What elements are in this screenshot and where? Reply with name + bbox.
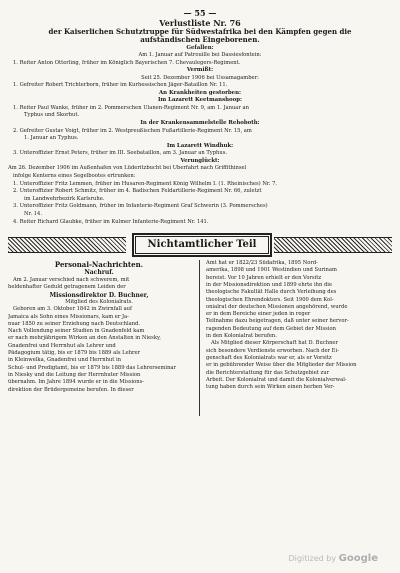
vermisst-entry: 1. Gefreiter Robert Trichterborn, früher im Kurhessischen Jäger-Bataillon Nr. 11.: [13, 82, 228, 89]
verungluckt-text: Am 26. Dezember 1906 im Außenhafen von Lüderitzbucht bei Überfahrt nach Griffithinsel: [8, 165, 247, 172]
text-line: heldenhafter Geduld getragenem Leiden der: [8, 284, 126, 291]
entry-voigt-cont: 1. Januar an Typhus.: [24, 135, 79, 142]
entry-schmitz: 2. Unteroffizier Robert Schmitz, früher im 4. Badischen Feldartillerie-Regiment Nr. 66, zuletzt: [13, 188, 262, 195]
right-column: [206, 260, 388, 391]
section-gefallen: Gefallen:: [186, 44, 214, 51]
lazarett-keetmanshoop: Im Lazarett Keetmanshoop:: [157, 97, 242, 104]
entry-schmitz-cont: im Landwehrbezirk Karlsruhe.: [24, 195, 105, 202]
page-number: — 55 —: [183, 8, 217, 18]
banner-ornament-right: [274, 237, 392, 253]
text-line: er nach mehrjährigem Wirken an den Anstalten in Niesky,: [8, 335, 161, 342]
list-title: Verlustliste Nr. 76: [159, 18, 241, 28]
two-column-body: [8, 260, 392, 560]
entry-goldmann-cont: Nr. 14.: [24, 210, 42, 217]
text-line: die Berichterstattung für das Schutzgebiet zur: [206, 369, 330, 376]
text-line: Gnadenfrei und Herrnhut als Lehrer und: [8, 342, 116, 349]
entry-glaubke: 4. Reiter Richard Glaubke, früher im Kulmer Infanterie-Regiment Nr. 141.: [13, 218, 209, 225]
text-line: tung haben durch sein Wirken einen herben Ver-: [206, 384, 335, 391]
list-subtitle-2: aufständischen Eingeborenen.: [140, 35, 260, 44]
banner-ornament-left: [8, 237, 126, 253]
left-column: [8, 260, 190, 394]
text-line: onialrat der deutschen Missionen angehörend, wurde: [206, 303, 348, 310]
entry-wanke-cont: Typhus und Skorbut.: [24, 112, 80, 119]
lazarett-windhuk: Im Lazarett Windhuk:: [166, 142, 234, 149]
section-banner: [8, 231, 392, 257]
text-line: sich besondere Verdienste erworben. Nach der Ei-: [206, 347, 339, 354]
entry-goldmann: 3. Unteroffizier Fritz Goldmann, früher im Infanterie-Regiment Graf Schwerin (3. Pommersches): [13, 203, 268, 210]
text-line: genschaft des Kolonialrats war er, als er Vorsitz: [206, 354, 332, 361]
column-divider: [199, 260, 200, 416]
section-verungluckt: Verunglückt:: [180, 157, 220, 164]
section-krankheit: An Krankheiten gestorben:: [158, 89, 242, 96]
watermark-prefix: Digitized by: [288, 554, 337, 563]
nachruf-heading: Nachruf.: [84, 269, 114, 277]
section-vermisst: Vermißt:: [186, 67, 214, 74]
text-line: direktion der Brüdergemeine berufen. In dieser: [8, 386, 134, 393]
text-line: Teilnahme dazu beigetragen, daß unter seiner hervor-: [206, 318, 349, 325]
text-line: übernahm. Im Jahre 1894 wurde er in die Missions-: [8, 379, 145, 386]
text-line: in Niesky und die Leitung der Herrnhuter Mission: [8, 371, 141, 378]
entry-lemmen: 1. Unteroffizier Fritz Lemmen, früher im Husaren-Regiment König Wilhelm I. (1. Rheinisches) Nr. 7.: [13, 180, 278, 187]
text-line: Arbeit. Der Kolonialrat und damit die Kolonialverwal-: [206, 376, 347, 383]
text-line-title: Mitglied des Kolonialrats.: [65, 298, 133, 305]
text-line: er in dem Bereiche einer jeden in reger: [206, 311, 311, 318]
entry-peters: 3. Unteroffizier Ernst Peters, früher im III. Seebataillon, am 3. Januar an Typhus.: [13, 150, 228, 157]
text-line: Amt hat er 1822/23 Südafrika, 1895 Nord-: [206, 260, 318, 267]
lazarett-rehoboth: In der Krankensammelstelle Rehoboth:: [140, 120, 260, 127]
text-line: Am 2. Januar verschied nach schwerem, mit: [13, 277, 130, 284]
text-line: amerika, 1898 und 1901 Westindien und Surinam: [206, 267, 337, 274]
text-line: Schul- und Predigtamt, bis er 1879 bis 1889 das Lehrerseminar: [8, 364, 176, 371]
list-subtitle-1: der Kaiserlichen Schutztruppe für Südwestafrika bei den Kämpfen gegen die: [48, 26, 352, 36]
digitized-watermark: [289, 553, 378, 564]
text-line: Jamaica als Sohn eines Missionars, kam er Ja-: [8, 313, 129, 320]
text-line: bereist. Vor 10 Jahren erhielt er den Vorsitz: [206, 274, 322, 281]
text-line: nuar 1850 zu seiner Erziehung nach Deutschland.: [8, 320, 141, 327]
text-line: theologischen Ehrendoktors. Seit 1900 dem Kol-: [206, 296, 334, 303]
text-line: in den Kolonialrat berufen.: [206, 333, 277, 340]
personal-heading: Personal-Nachrichten.: [54, 260, 144, 270]
vermisst-date: Seit 25. Dezember 1906 bei Ussamagamber:: [141, 74, 259, 81]
text-line: Geboren am 3. Oktober 1842 in Zwirnfall auf: [13, 306, 132, 313]
banner-title: Nichtamtlicher Teil: [132, 233, 272, 257]
text-line: theologische Fakultät Halle durch Verleihung des: [206, 289, 337, 296]
watermark-brand: Google: [338, 553, 378, 564]
text-line: Nach Vollendung seiner Studien in Gnadenfeld kam: [8, 328, 145, 335]
page: [8, 8, 392, 560]
text-line-name: Missionsdirektor D. Buchner,: [49, 291, 149, 299]
text-line: in der Missionsdirektion und 1899 ehrte ihn die: [206, 281, 333, 288]
gefallen-entry: 1. Reiter Anton Otterling, früher im Königlich Bayerischen 7. Chevaulegers-Regiment.: [13, 59, 241, 66]
text-line: Als Mitglied dieser Körperschaft hat D. Buchner: [211, 340, 338, 347]
text-line: er in gebührender Weise über die Mitglieder der Mission: [206, 362, 357, 369]
entry-wanke: 1. Reiter Paul Wanke, früher im 2. Pommerschen Ulanen-Regiment Nr. 9, am 1. Januar an: [13, 104, 249, 111]
text-line: Pädagogium tätig, bis er 1879 bis 1889 als Lehrer: [8, 350, 141, 357]
text-line: ragenden Bedeutung auf dem Gebiet der Mission: [206, 325, 336, 332]
gefallen-date: Am 1. Januar auf Patrouille bei Dassiesfontein:: [138, 52, 262, 58]
text-line: in Kleinwelka, Gnadenfrei und Herrnhut in: [8, 357, 122, 364]
verungluckt-text-cont: infolge Kenterns eines Segelbootes ertrunken:: [13, 172, 136, 179]
entry-voigt: 2. Gefreiter Gustav Voigt, früher im 2. Westpreußischen Fußartillerie-Regiment Nr. 15, am: [13, 127, 252, 134]
